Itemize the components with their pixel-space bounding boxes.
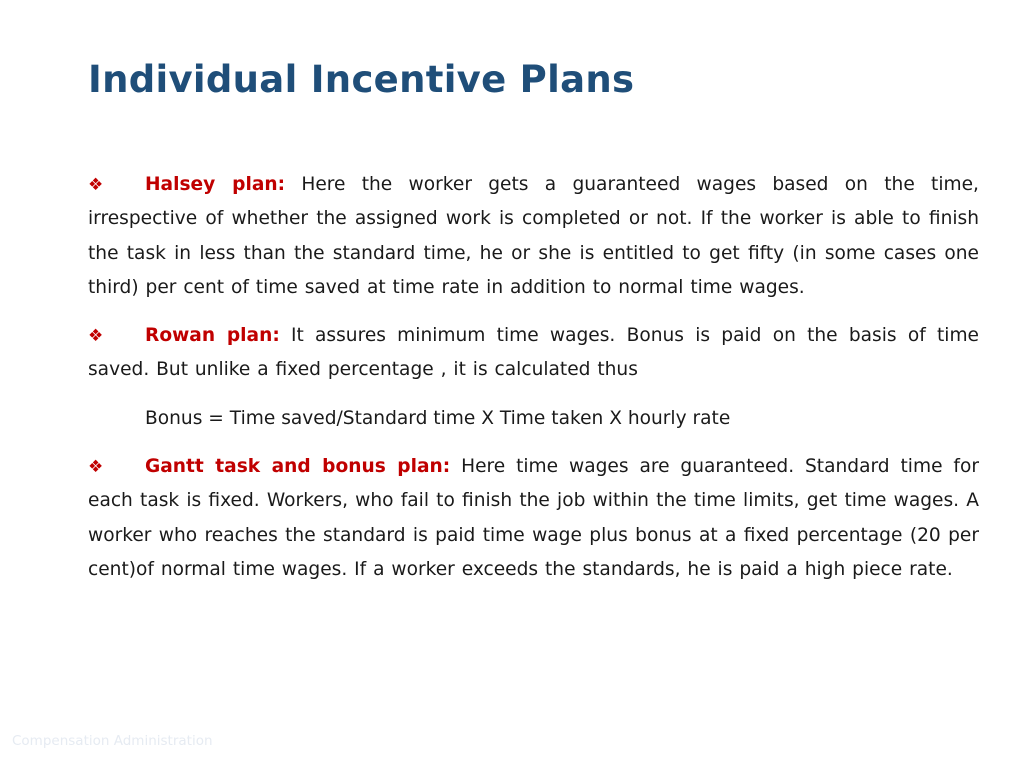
- diamond-bullet-icon: ❖: [88, 326, 104, 347]
- slide-body: [88, 168, 979, 601]
- gantt-plan-term: Gantt task and bonus plan:: [145, 456, 451, 478]
- halsey-plan-text: Here the worker gets a guaranteed wages based on the time, irrespective of whether the assigned work is completed or not. If the worker is able to finish the task in less than the standard time, he or she is entitled to get fifty (in some cases one third) per cent of time saved at time rate in addition to normal time wages.: [88, 174, 979, 298]
- halsey-plan-paragraph: [88, 168, 979, 305]
- rowan-plan-paragraph: [88, 319, 979, 388]
- gantt-plan-text: Here time wages are guaranteed. Standard time for each task is fixed. Workers, who fail to finish the job within the time limits, get time wages. A worker who reaches the standard is paid time wage plus bonus at a fixed percentage (20 per cent)of normal time wages. If a worker exceeds the standards, he is paid a high piece rate.: [88, 456, 979, 580]
- rowan-plan-text: It assures minimum time wages. Bonus is paid on the basis of time saved. But unlike a fixed percentage , it is calculated thus: [88, 325, 979, 381]
- diamond-bullet-icon: ❖: [88, 457, 104, 478]
- footer-label: Compensation Administration: [12, 733, 213, 749]
- diamond-bullet-icon: ❖: [88, 175, 104, 195]
- halsey-plan-term: Halsey plan:: [145, 174, 286, 195]
- rowan-plan-term: Rowan plan:: [145, 325, 280, 347]
- slide-title: Individual Incentive Plans: [88, 58, 635, 101]
- gantt-plan-paragraph: [88, 450, 979, 587]
- bonus-formula: Bonus = Time saved/Standard time X Time taken X hourly rate: [145, 407, 731, 429]
